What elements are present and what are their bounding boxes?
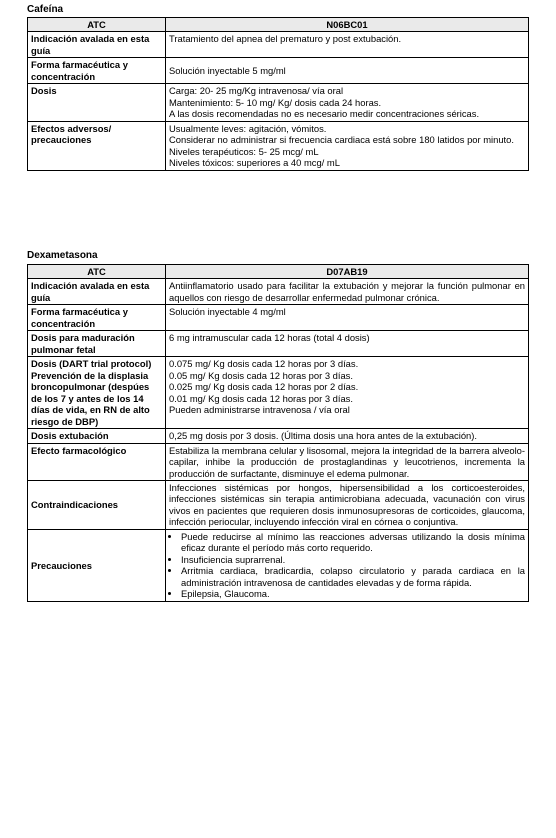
row-label: Efectos adversos/ precauciones	[28, 121, 166, 170]
row-value: Infecciones sistémicas por hongos, hipersensibilidad a los corticoesteroides, infecciones sistémicas sin terapia antimicrobiana adecuada, vacunación con virus vivos en pacientes que requieren dosis inmunosupresoras de corticoides, glaucoma, infección periocular, incluyendo infección viral en córnea o conjuntiva.	[166, 480, 529, 529]
atc-code: N06BC01	[166, 18, 529, 32]
row-value	[166, 357, 529, 429]
row-value: 6 mg intramuscular cada 12 horas (total 4 dosis)	[166, 331, 529, 357]
effect-line: Considerar no administrar si frecuencia cardiaca está sobre 180 latidos por minuto.	[169, 134, 514, 146]
row-value: Antiinflamatorio usado para facilitar la extubación y mejorar la función pulmonar en aquellos con riesgo de desarrollar enfermedad pulmonar crónica.	[166, 279, 529, 305]
row-value	[166, 121, 529, 170]
atc-code: D07AB19	[166, 265, 529, 279]
table-row	[28, 331, 529, 357]
row-label: Dosis	[28, 84, 166, 121]
row-value: Solución inyectable 4 mg/ml	[166, 305, 529, 331]
row-value: 0,25 mg dosis por 3 dosis. (Última dosis una hora antes de la extubación).	[166, 429, 529, 443]
row-label: Dosis (DART trial protocol) Prevención de la displasia broncopulmonar (despúes de los 7 y antes de los 14 días de vida, en RN de alto riesgo de DBP)	[28, 357, 166, 429]
dose-line: 0.01 mg/ Kg dosis cada 12 horas por 3 días.	[169, 392, 353, 404]
row-label: Dosis extubación	[28, 429, 166, 443]
dose-line: 0.025 mg/ Kg dosis cada 12 horas por 2 días.	[169, 381, 359, 393]
row-label: Efecto farmacológico	[28, 443, 166, 480]
table-row	[28, 357, 529, 429]
effect-line: Niveles tóxicos: superiores a 40 mcg/ mL	[169, 157, 340, 169]
row-value: Solución inyectable 5 mg/ml	[166, 58, 529, 84]
cafeina-title: Cafeína	[27, 4, 64, 15]
row-value: Tratamiento del apnea del prematuro y post extubación.	[166, 32, 529, 58]
dose-line: Carga: 20- 25 mg/Kg intravenosa/ vía oral	[169, 85, 344, 97]
row-label: Indicación avalada en esta guía	[28, 279, 166, 305]
row-label: Dosis para maduración pulmonar fetal	[28, 331, 166, 357]
dexametasona-table	[27, 264, 529, 602]
dose-line: Mantenimiento: 5- 10 mg/ Kg/ dosis cada 24 horas.	[169, 96, 382, 108]
precautions-list	[169, 531, 525, 600]
atc-header: ATC	[28, 265, 166, 279]
dose-line: 0.05 mg/ Kg dosis cada 12 horas por 3 días.	[169, 369, 353, 381]
table-header-row	[28, 265, 529, 279]
row-label: Forma farmacéutica y concentración	[28, 305, 166, 331]
list-item: • Epilepsia, Glaucoma.	[181, 588, 525, 599]
table-row	[28, 279, 529, 305]
row-value	[166, 84, 529, 121]
table-row	[28, 443, 529, 480]
dose-line: A las dosis recomendadas no es necesario medir concentraciones séricas.	[169, 108, 480, 120]
table-row	[28, 305, 529, 331]
table-row	[28, 121, 529, 170]
table-row	[28, 32, 529, 58]
table-row	[28, 58, 529, 84]
atc-header: ATC	[28, 18, 166, 32]
table-row	[28, 480, 529, 529]
table-row	[28, 84, 529, 121]
effect-line: Usualmente leves: agitación, vómitos.	[169, 122, 327, 134]
dose-line: Pueden administrarse intravenosa / vía oral	[169, 404, 350, 416]
list-item: • Arritmia cardiaca, bradicardia, colapso circulatorio y parada cardiaca en la administración intravenosa de cantidades elevadas y de forma rápida.	[181, 565, 525, 588]
cafeina-table	[27, 17, 529, 171]
list-item: • Puede reducirse al mínimo las reacciones adversas utilizando la dosis mínima eficaz durante el período más corto requerido.	[181, 531, 525, 554]
effect-line: Niveles terapéuticos: 5- 25 mcg/ mL	[169, 145, 319, 157]
row-value	[166, 529, 529, 601]
row-value: Estabiliza la membrana celular y lisosomal, mejora la integridad de la barrera alveolo- capilar, inhibe la producción de prostaglandinas y leucotrienos, incrementa la producción de surfactante, disminuye el edema pulmonar.	[166, 443, 529, 480]
list-item: • Insuficiencia suprarrenal.	[181, 554, 525, 565]
table-row	[28, 529, 529, 601]
table-row	[28, 429, 529, 443]
row-label: Forma farmacéutica y concentración	[28, 58, 166, 84]
dexametasona-title: Dexametasona	[27, 250, 98, 261]
table-header-row	[28, 18, 529, 32]
row-label: Precauciones	[28, 529, 166, 601]
row-label: Indicación avalada en esta guía	[28, 32, 166, 58]
dose-line: 0.075 mg/ Kg dosis cada 12 horas por 3 días.	[169, 358, 359, 370]
row-label: Contraindicaciones	[28, 480, 166, 529]
